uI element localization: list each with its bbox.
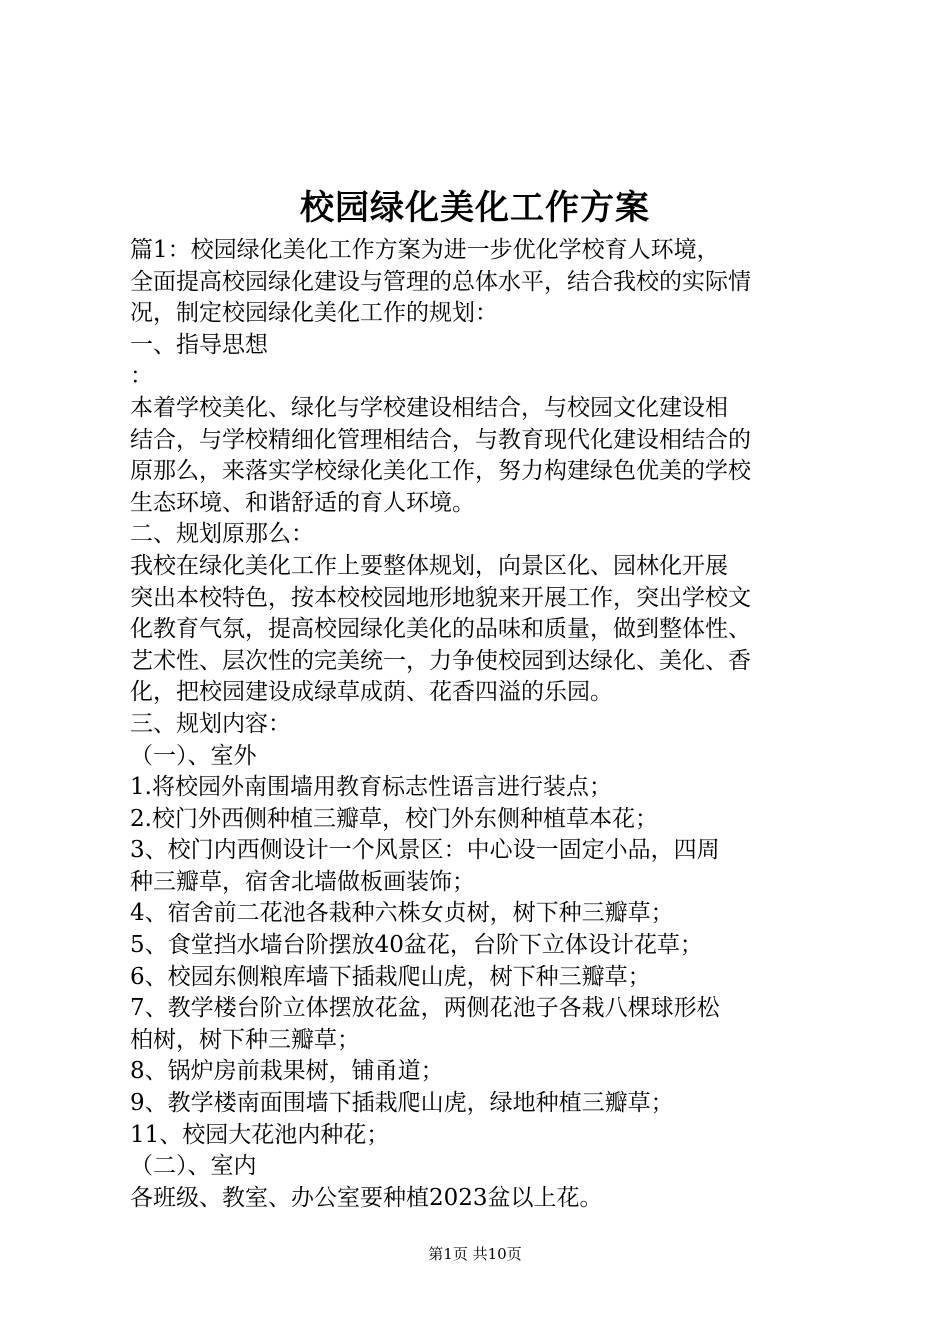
list-item-1: 1.将校园外南围墙用教育标志性语言进行装点； bbox=[130, 774, 612, 801]
indoor-paragraph: 各班级、教室、办公室要种植2023盆以上花。 bbox=[130, 1184, 603, 1211]
guiding-paragraph-line-3: 原那么，来落实学校绿化美化工作，努力构建绿色优美的学校 bbox=[130, 458, 751, 485]
list-item-3-line-2: 种三瓣草，宿舍北墙做板画装饰； bbox=[130, 868, 475, 895]
subsection-heading-indoor: （二）、室内 bbox=[130, 1153, 257, 1180]
list-item-5: 5、食堂挡水墙台阶摆放40盆花，台阶下立体设计花草； bbox=[130, 932, 703, 959]
subsection-heading-outdoor: （一）、室外 bbox=[130, 742, 257, 769]
list-item-2: 2.校门外西侧种植三瓣草，校门外东侧种植草本花； bbox=[130, 805, 658, 832]
list-item-4: 4、宿舍前二花池各栽种六株女贞树，树下种三瓣草； bbox=[130, 900, 674, 927]
list-item-11: 11、校园大花池内种花； bbox=[130, 1121, 390, 1148]
section-heading-content: 三、规划内容： bbox=[130, 710, 291, 737]
colon-line: ： bbox=[130, 363, 153, 390]
section-heading-guiding-thought: 一、指导思想 bbox=[130, 331, 268, 358]
guiding-paragraph-line-2: 结合，与学校精细化管理相结合，与教育现代化建设相结合的 bbox=[130, 426, 751, 453]
principles-paragraph-line-1: 我校在绿化美化工作上要整体规划，向景区化、园林化开展 bbox=[130, 552, 728, 579]
principles-paragraph-line-3: 化教育气氛，提高校园绿化美化的品味和质量，做到整体性、 bbox=[130, 616, 751, 643]
list-item-3-line-1: 3、校门内西侧设计一个风景区：中心设一固定小品，四周 bbox=[130, 837, 720, 864]
list-item-9: 9、教学楼南面围墙下插栽爬山虎，绿地种植三瓣草； bbox=[130, 1090, 674, 1117]
principles-paragraph-line-2: 突出本校特色，按本校校园地形地貌来开展工作，突出学校文 bbox=[130, 584, 751, 611]
intro-line-2: 全面提高校园绿化建设与管理的总体水平，结合我校的实际情 bbox=[130, 268, 751, 295]
document-body bbox=[130, 235, 830, 1214]
list-item-6: 6、校园东侧粮库墙下插栽爬山虎，树下种三瓣草； bbox=[130, 963, 651, 990]
list-item-7-line-1: 7、教学楼台阶立体摆放花盆，两侧花池子各栽八棵球形松 bbox=[130, 995, 720, 1022]
list-item-8: 8、锅炉房前栽果树，铺甬道； bbox=[130, 1058, 444, 1085]
intro-line-1: 篇1：校园绿化美化工作方案为进一步优化学校育人环境， bbox=[130, 237, 720, 263]
guiding-paragraph-line-4: 生态环境、和谐舒适的育人环境。 bbox=[130, 489, 475, 516]
page-footer: 第1页 共10页 bbox=[428, 1245, 522, 1263]
principles-paragraph-line-5: 化，把校园建设成绿草成荫、花香四溢的乐园。 bbox=[130, 679, 613, 706]
intro-line-3: 况，制定校园绿化美化工作的规划： bbox=[130, 300, 498, 327]
document-title: 校园绿化美化工作方案 bbox=[300, 188, 650, 228]
principles-paragraph-line-4: 艺术性、层次性的完美统一，力争使校园到达绿化、美化、香 bbox=[130, 647, 751, 674]
list-item-7-line-2: 柏树，树下种三瓣草； bbox=[130, 1026, 360, 1053]
section-heading-principles: 二、规划原那么： bbox=[130, 521, 314, 548]
guiding-paragraph-line-1: 本着学校美化、绿化与学校建设相结合，与校园文化建设相 bbox=[130, 394, 728, 421]
